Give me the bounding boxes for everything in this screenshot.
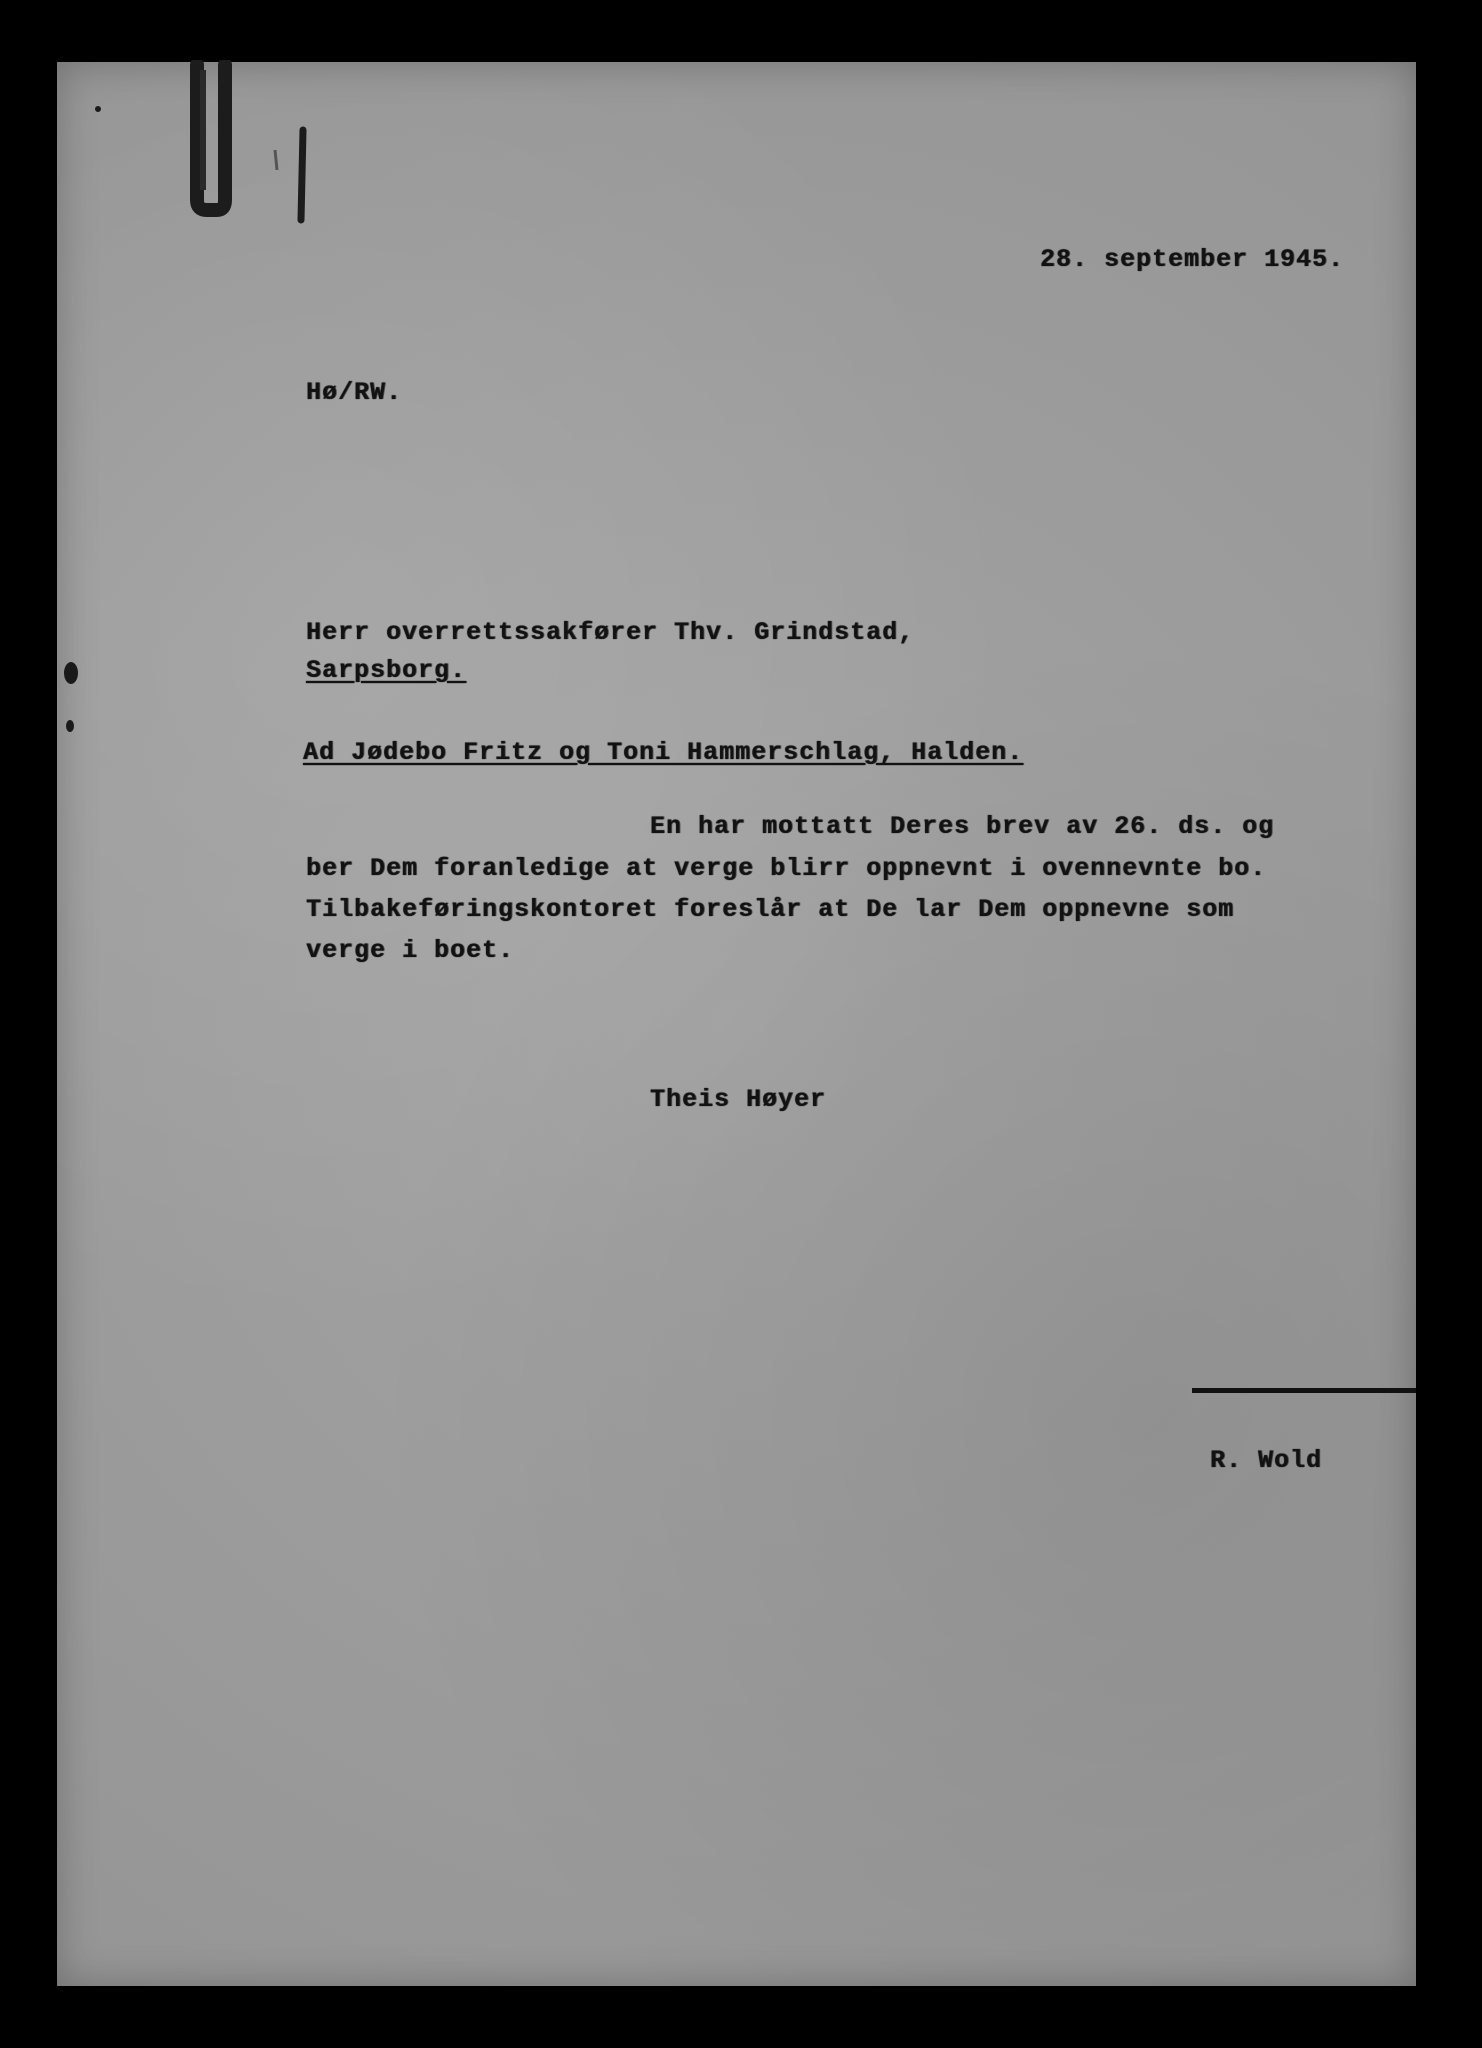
speck bbox=[95, 106, 101, 112]
letter-page bbox=[57, 62, 1416, 1986]
reference-initials: Hø/RW. bbox=[306, 378, 403, 407]
subject-line: Ad Jødebo Fritz og Toni Hammerschlag, Halden. bbox=[303, 738, 1024, 767]
body-line: Tilbakeføringskontoret foreslår at De lar Dem oppnevne som bbox=[306, 895, 1235, 924]
paper-clip-mark bbox=[185, 60, 325, 230]
recipient-city: Sarpsborg. bbox=[306, 656, 467, 685]
signature-rule bbox=[1192, 1388, 1416, 1393]
signature-name: Theis Høyer bbox=[650, 1085, 827, 1114]
body-line: En har mottatt Deres brev av 26. ds. og bbox=[650, 812, 1275, 841]
hole-mark bbox=[66, 720, 74, 732]
hole-mark bbox=[64, 662, 78, 684]
body-line: verge i boet. bbox=[306, 936, 515, 965]
body-line: ber Dem foranledige at verge blirr oppnevnt i ovennevnte bo. bbox=[306, 854, 1267, 883]
initials-signature: R. Wold bbox=[1210, 1446, 1323, 1475]
recipient-name: Herr overrettssakfører Thv. Grindstad, bbox=[306, 618, 915, 647]
letter-date: 28. september 1945. bbox=[1040, 245, 1345, 274]
